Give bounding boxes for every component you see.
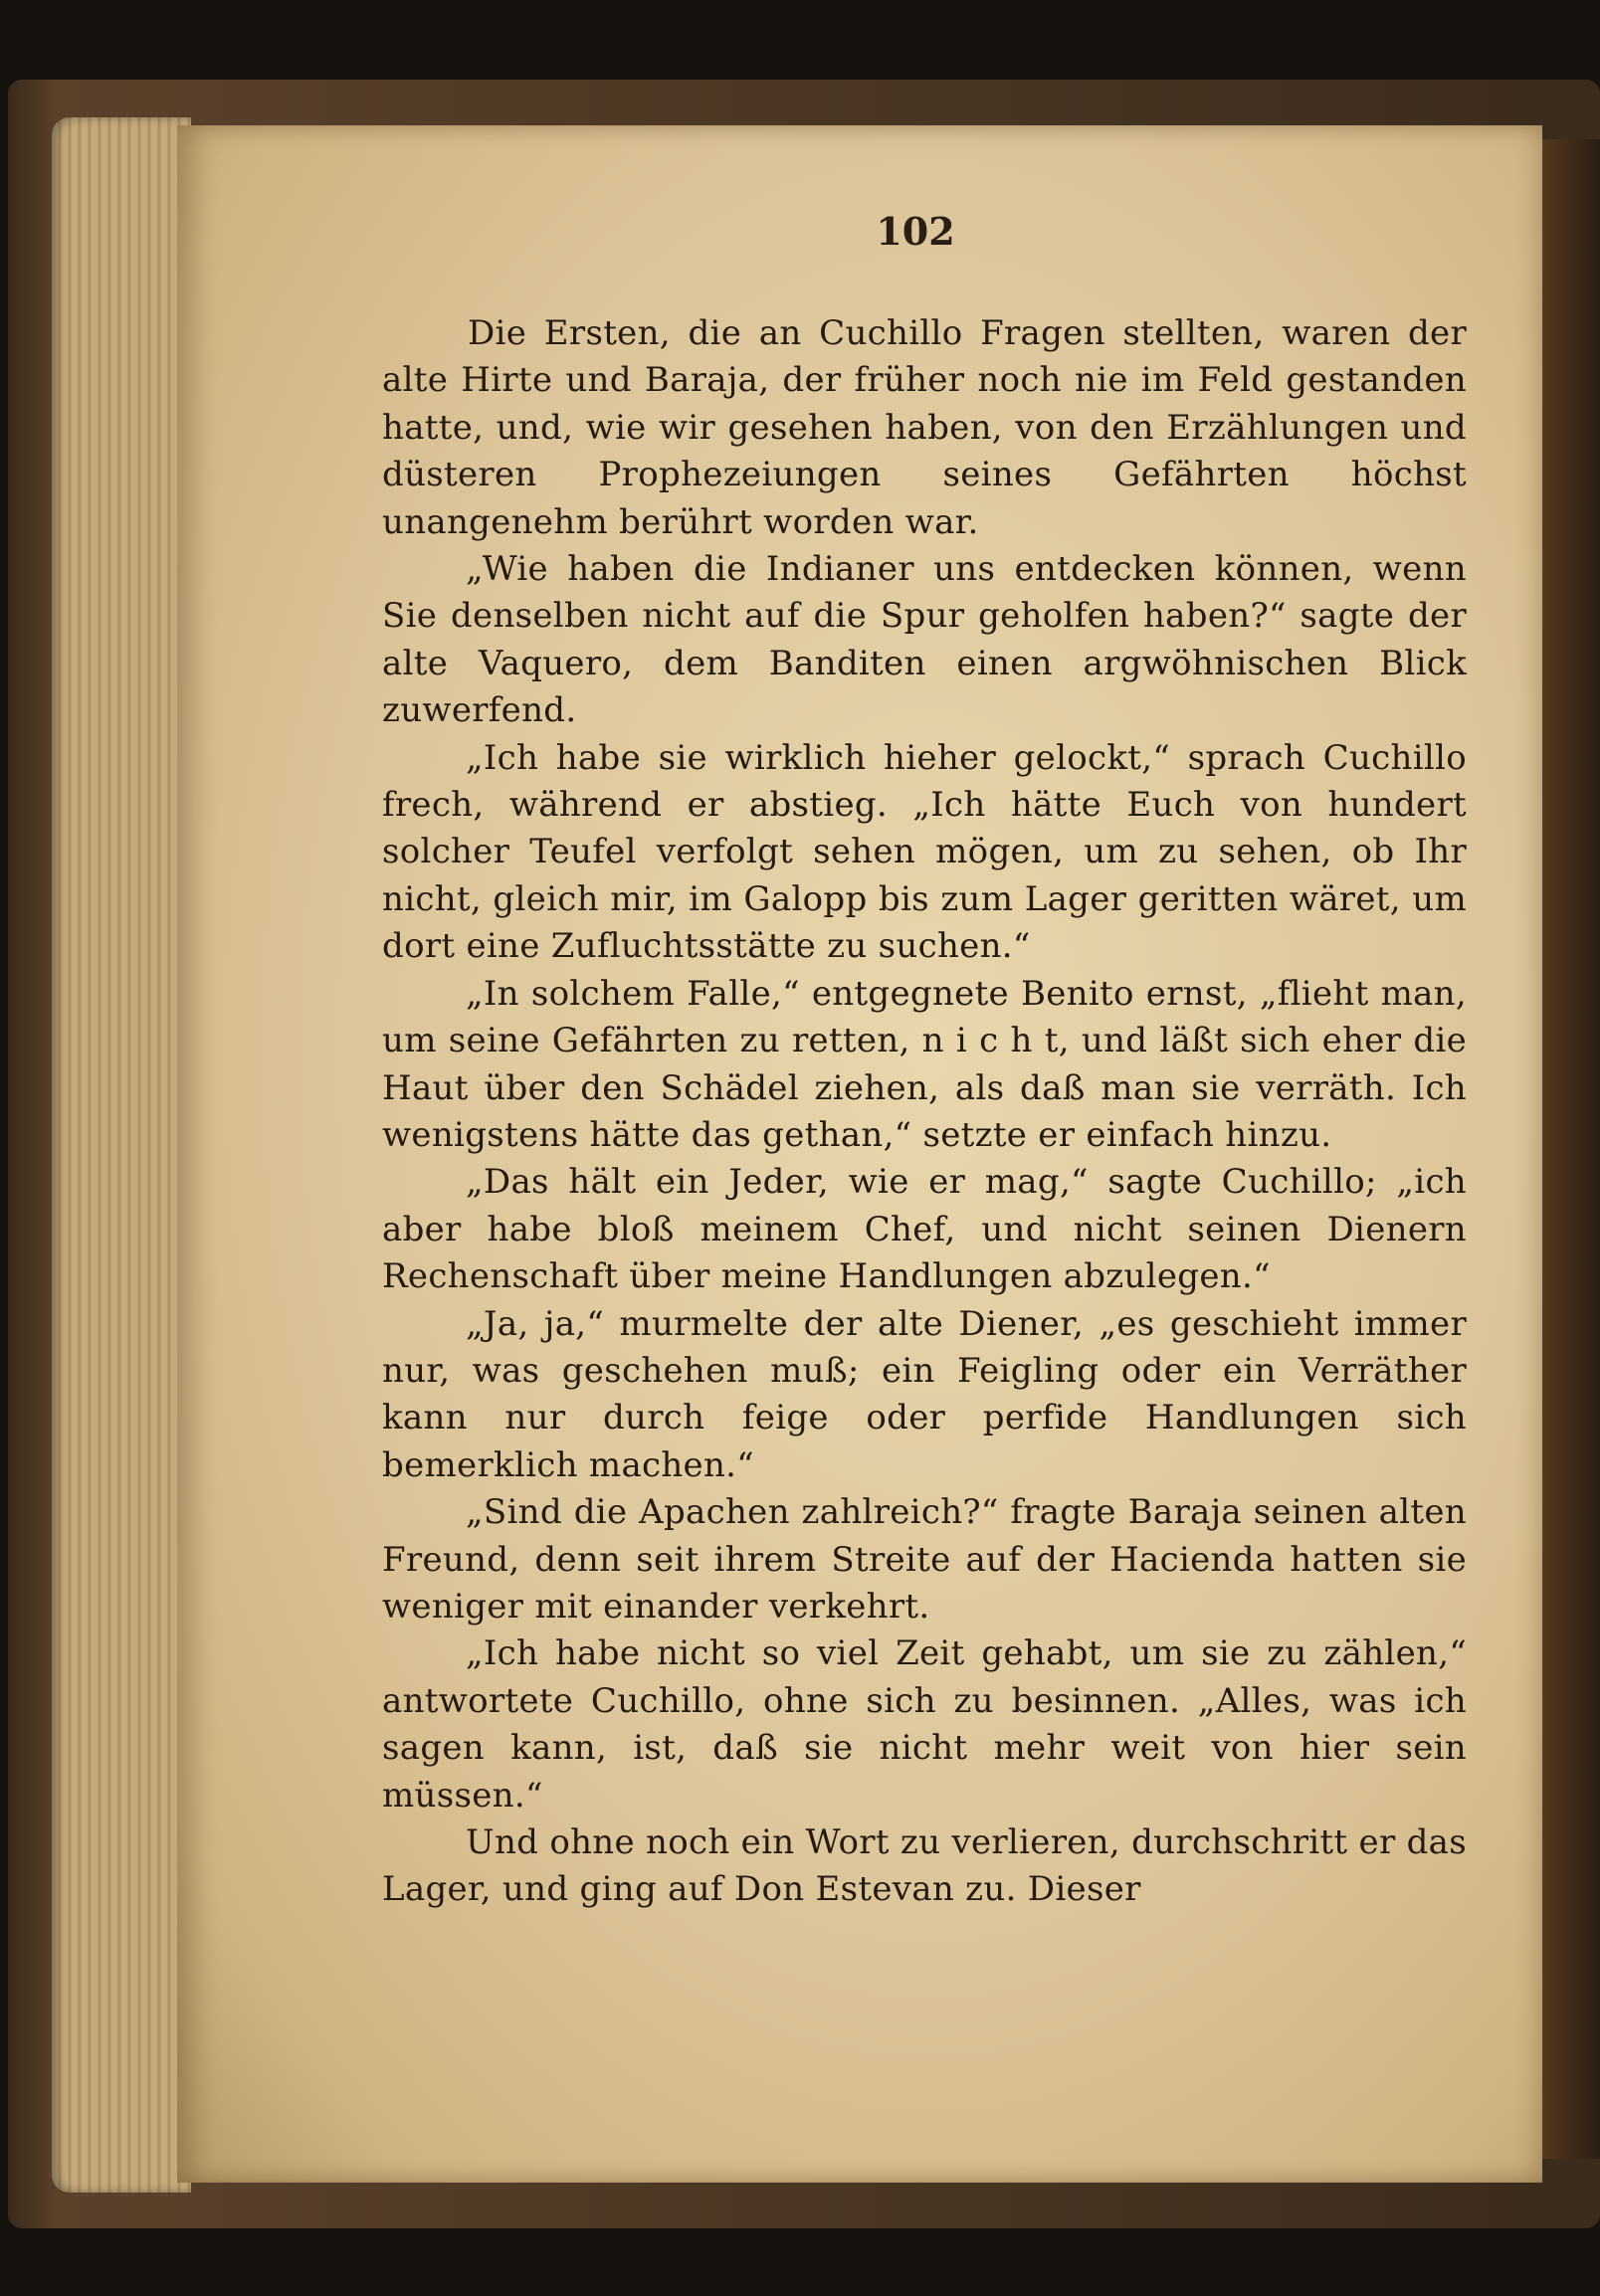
page-gutter-shadow <box>1532 139 1600 2159</box>
paragraph: „Sind die Apachen zahlreich?“ fragte Baraja seinen alten Freund, denn seit ihrem Streite auf der Hacienda hatten sie weniger mit einander verkehrt. <box>382 1492 1467 1626</box>
paragraph: „Das hält ein Jeder, wie er mag,“ sagte Cuchillo; „ich aber habe bloß meinem Chef, und nicht seinen Dienern Rechenschaft über meine Handlungen abzulegen.“ <box>382 1162 1467 1297</box>
paragraph: „Ich habe sie wirklich hieher gelockt,“ sprach Cuchillo frech, während er abstieg. „Ich hätte Euch von hundert solcher Teufel verfolgt sehen mögen, um zu sehen, ob Ihr nicht, gleich mir, im Galopp bis zum Lager geritten wäret, um dort eine Zufluchtsstätte zu suchen.“ <box>382 737 1467 967</box>
paragraph: Die Ersten, die an Cuchillo Fragen stellten, waren der alte Hirte und Baraja, der früher noch nie im Feld gestanden hatte, und, wie wir gesehen haben, von den Erzählungen und düsteren Prophezeiungen seines Gefährten höchst unangenehm berührt worden war. <box>382 313 1467 542</box>
page-stack-edges <box>52 117 191 2193</box>
paragraph: „Ja, ja,“ murmelte der alte Diener, „es geschieht immer nur, was geschehen muß; ein Feigling oder ein Verräther kann nur durch feige oder perfide Handlungen sich bemerklich machen.“ <box>382 1303 1467 1485</box>
page-text <box>382 310 1467 1914</box>
paragraph: „Ich habe nicht so viel Zeit gehabt, um sie zu zählen,“ antwortete Cuchillo, ohne sich zu besinnen. „Alles, was ich sagen kann, ist, daß sie nicht mehr weit von hier sein müssen.“ <box>382 1633 1467 1816</box>
paragraph: Und ohne noch ein Wort zu verlieren, durchschritt er das Lager, und ging auf Don Estevan zu. Dieser <box>382 1822 1467 1910</box>
paragraph: „In solchem Falle,“ entgegnete Benito ernst, „flieht man, um seine Gefährten zu retten, n i c h t, und läßt sich eher die Haut über den Schädel ziehen, als daß man sie verräth. Ich wenigstens hätte das gethan,“ setzte er einfach hinzu. <box>382 973 1467 1155</box>
paragraph: „Wie haben die Indianer uns entdecken können, wenn Sie denselben nicht auf die Spur geholfen haben?“ sagte der alte Vaquero, dem Banditen einen argwöhnischen Blick zuwerfend. <box>382 549 1467 731</box>
page-number: 102 <box>876 209 955 254</box>
